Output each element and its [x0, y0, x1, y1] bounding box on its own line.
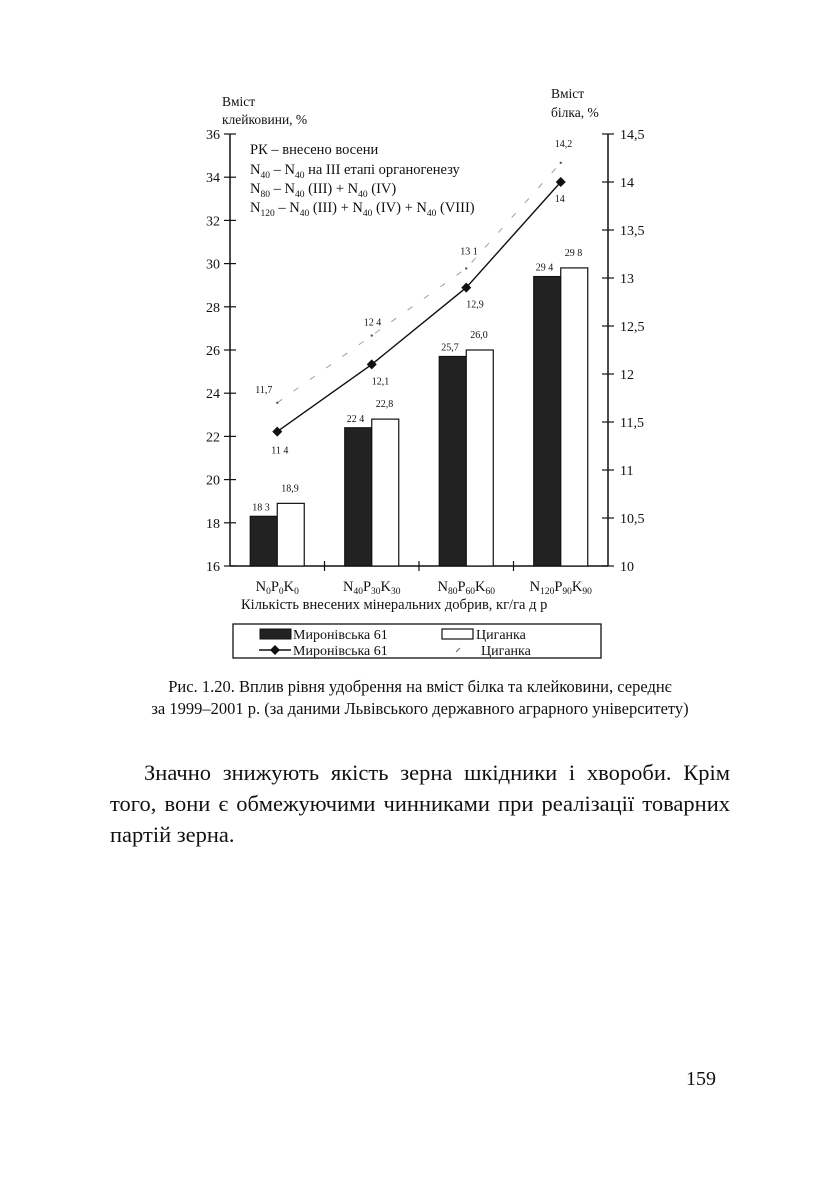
annotation-span: – N — [269, 162, 295, 178]
annotation-span: 40 — [426, 209, 437, 219]
point-tsyhanka — [371, 334, 373, 336]
page-number: 159 — [686, 1068, 716, 1090]
y-right-title-line1: Вміст — [551, 86, 585, 101]
bar-value-label: 29 8 — [564, 247, 583, 259]
annotation-span: на ІІІ етапі органогенезу — [304, 162, 460, 178]
point-tsyhanka — [560, 162, 562, 164]
bar-value-label: 18 3 — [252, 502, 270, 514]
category-label-span: 90 — [562, 587, 572, 597]
bar-tsyhanka — [466, 350, 493, 566]
annotation-span: 40 — [294, 171, 305, 181]
y-left-tick-label: 36 — [206, 128, 220, 143]
annotation-span: N — [250, 162, 261, 178]
legend-label: Циганка — [481, 644, 531, 659]
annotation-span: N — [250, 181, 261, 197]
annotation-span: (IV) — [367, 181, 397, 197]
bar-value-label: 18,9 — [281, 483, 299, 495]
y-left-title-line1: Вміст — [222, 94, 256, 109]
line-value-label: 12,9 — [466, 299, 484, 311]
annotation-span: – N — [269, 181, 295, 197]
y-right-tick-label: 12 — [620, 368, 634, 383]
y-left-tick-label: 34 — [206, 171, 220, 187]
category-label-span: N — [437, 579, 448, 595]
bar-tsyhanka — [372, 419, 399, 566]
category-label-span: 120 — [540, 587, 555, 597]
category-label-span: K — [571, 579, 583, 595]
figure-caption — [100, 676, 740, 720]
annotation-span: (VIII) — [436, 200, 475, 216]
category-label-span: 0 — [294, 587, 299, 597]
chart-annotation — [250, 142, 378, 158]
bar-myronivska — [534, 277, 561, 566]
category-label-span: K — [475, 579, 486, 595]
legend-label: Миронівська 61 — [293, 628, 388, 643]
annotation-span: 40 — [294, 190, 305, 200]
annotation-span: 40 — [362, 209, 373, 219]
body-paragraph — [110, 757, 730, 850]
y-left-title-line2: клейковини, % — [222, 112, 308, 127]
bar-value-label: 29 4 — [535, 262, 554, 274]
category-label-span: P — [362, 579, 372, 595]
category-label-span: K — [283, 579, 295, 595]
y-right-tick-label: 13,5 — [620, 224, 645, 239]
annotation-span: (IV) + N — [372, 200, 427, 216]
caption-line-1: Рис. 1.20. Вплив рівня удобрення на вміст білка та клейковини, середнє — [168, 677, 672, 696]
y-right-tick-label: 12,5 — [620, 320, 645, 335]
category-label-span: 80 — [447, 587, 458, 597]
category-label-span: 30 — [371, 587, 381, 597]
annotation-span: 120 — [260, 209, 275, 219]
category-label-span: P — [270, 579, 279, 595]
chart-annotation — [250, 181, 396, 200]
y-right-tick-label: 14 — [620, 176, 634, 191]
bar-value-label: 25,7 — [441, 342, 459, 354]
bar-tsyhanka — [561, 268, 588, 566]
y-right-tick-label: 10 — [620, 560, 634, 575]
y-left-tick-label: 18 — [206, 516, 220, 532]
category-label-span: N — [529, 579, 541, 595]
line-myronivska — [274, 182, 561, 432]
y-left-tick-label: 28 — [206, 300, 220, 316]
bar-value-label: 26,0 — [470, 330, 488, 341]
point-myronivska — [272, 427, 282, 437]
legend-label: Циганка — [476, 628, 526, 643]
annotation-span: (ІІІ) + N — [309, 200, 363, 216]
annotation-span: (ІІІ) + N — [304, 181, 359, 197]
category-label-span: 0 — [266, 587, 271, 597]
line-value-label: 14,2 — [554, 138, 573, 150]
annotation-span: 40 — [299, 209, 310, 219]
y-right-tick-label: 11,5 — [620, 416, 644, 431]
category-label-span: 60 — [465, 587, 476, 597]
chart-annotation — [250, 200, 475, 219]
y-right-title-line2: білка, % — [551, 105, 599, 120]
annotation-span: 80 — [260, 190, 270, 200]
y-right-tick-label: 10,5 — [620, 512, 645, 527]
line-value-label: 13 1 — [460, 246, 478, 258]
x-category-label — [530, 579, 593, 597]
point-tsyhanka — [276, 402, 278, 404]
legend-swatch-bar-tsyhanka — [442, 629, 473, 639]
line-value-label: 11 4 — [271, 445, 289, 457]
y-left-tick-label: 30 — [206, 257, 220, 273]
bar-myronivska — [250, 516, 277, 566]
category-label-span: K — [380, 579, 392, 595]
category-label-span: 60 — [485, 587, 496, 597]
line-value-label: 12 4 — [363, 317, 382, 329]
bar-myronivska — [439, 356, 466, 566]
line-value-label: 11,7 — [255, 384, 273, 396]
category-label-span: P — [457, 579, 466, 595]
bar-myronivska — [345, 428, 372, 566]
category-label-span: N — [342, 579, 354, 595]
annotation-span: – N — [274, 200, 300, 216]
y-right-tick-label: 14,5 — [620, 128, 645, 143]
y-left-tick-label: 22 — [206, 430, 220, 446]
caption-line-2: за 1999–2001 р. (за даними Львівського державного аграрного університету) — [151, 699, 689, 718]
y-left-tick-label: 24 — [206, 387, 220, 403]
legend-swatch-bar-myronivska — [260, 629, 291, 639]
paragraph-text: Значно знижують якість зерна шкідники і хвороби. Крім того, вони є обмежуючими чинниками при реалізації товарних партій зерна. — [110, 760, 730, 847]
x-category-label — [256, 579, 300, 597]
bar-tsyhanka — [277, 503, 304, 566]
bar-value-label: 22 4 — [346, 413, 365, 425]
annotation-span: РК – внесено восени — [250, 142, 379, 158]
bar-value-label: 22,8 — [375, 399, 394, 411]
y-left-tick-label: 20 — [206, 473, 220, 489]
annotation-span: 40 — [260, 171, 270, 181]
annotation-span: 40 — [358, 190, 368, 200]
category-label-span: 30 — [391, 587, 401, 597]
point-tsyhanka — [465, 267, 467, 269]
y-right-tick-label: 13 — [620, 272, 634, 287]
x-category-label — [437, 579, 495, 597]
category-label-span: 90 — [582, 587, 592, 597]
x-axis-title: Кількість внесених мінеральних добрив, кг/га д р — [241, 597, 548, 613]
category-label-span: N — [255, 579, 267, 595]
line-value-label: 14 — [554, 194, 565, 205]
category-label-span: 40 — [353, 587, 363, 597]
chart-annotation — [250, 162, 461, 181]
y-left-tick-label: 26 — [206, 344, 220, 359]
y-left-tick-label: 32 — [206, 214, 220, 230]
x-category-label — [343, 579, 401, 597]
legend-label: Миронівська 61 — [293, 644, 388, 659]
category-label-span: P — [554, 579, 563, 595]
y-right-tick-label: 11 — [620, 464, 634, 479]
category-label-span: 0 — [278, 587, 284, 597]
line-value-label: 12,1 — [371, 376, 390, 388]
annotation-span: N — [250, 200, 261, 216]
line-tsyhanka — [274, 163, 561, 403]
y-left-tick-label: 16 — [206, 560, 220, 575]
